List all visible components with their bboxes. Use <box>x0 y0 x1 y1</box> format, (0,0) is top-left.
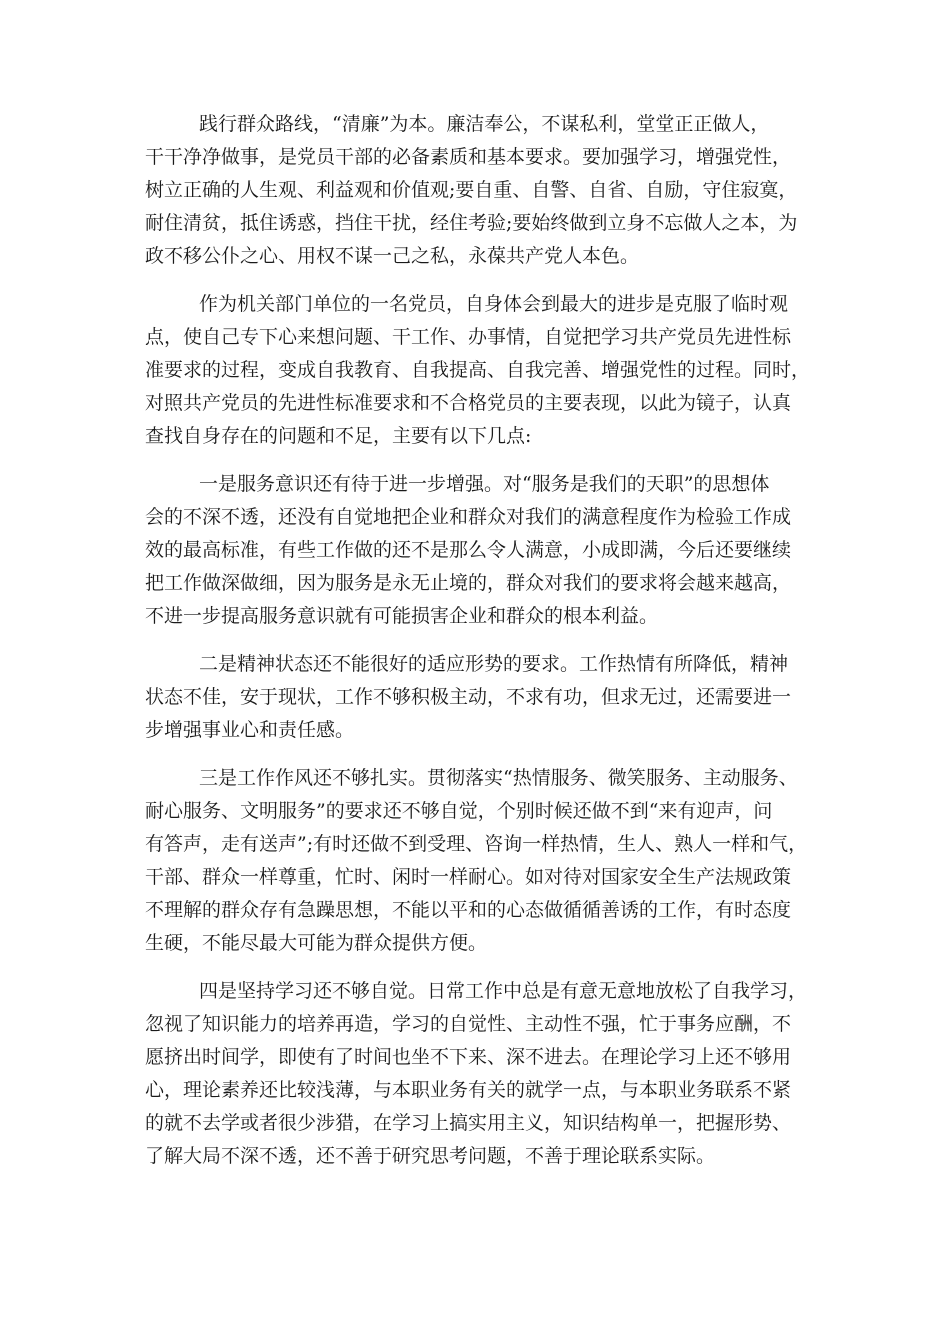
paragraph-line: 不理解的群众存有急躁思想，不能以平和的心态做循循善诱的工作，有时态度 <box>145 899 792 921</box>
paragraph-line: 点，使自己专下心来想问题、干工作、办事情，自觉把学习共产党员先进性标 <box>145 326 792 348</box>
paragraph-line: 一是服务意识还有待于进一步增强。对“服务是我们的天职”的思想体 <box>199 473 770 495</box>
paragraph-2 <box>145 288 825 453</box>
paragraph-line: 状态不佳，安于现状，工作不够积极主动，不求有功，但求无过，还需要进一 <box>145 686 792 708</box>
paragraph-1 <box>145 108 825 273</box>
paragraph-line: 作为机关部门单位的一名党员，自身体会到最大的进步是克服了临时观 <box>199 293 789 315</box>
paragraph-line: 效的最高标准，有些工作做的还不是那么令人满意，小成即满，今后还要继续 <box>145 539 792 561</box>
paragraph-line: 会的不深不透，还没有自觉地把企业和群众对我们的满意程度作为检验工作成 <box>145 506 792 528</box>
paragraph-line: 生硬，不能尽最大可能为群众提供方便。 <box>145 932 488 954</box>
paragraph-line: 准要求的过程，变成自我教育、自我提高、自我完善、增强党性的过程。同时， <box>145 359 811 381</box>
paragraph-6 <box>145 975 825 1173</box>
paragraph-line: 四是坚持学习还不够自觉。日常工作中总是有意无意地放松了自我学习， <box>199 980 808 1002</box>
paragraph-line: 树立正确的人生观、利益观和价值观;要自重、自警、自省、自励，守住寂寞， <box>145 179 798 201</box>
paragraph-line: 步增强事业心和责任感。 <box>145 719 355 741</box>
paragraph-line: 把工作做深做细，因为服务是永无止境的，群众对我们的要求将会越来越高， <box>145 572 792 594</box>
paragraph-line: 查找自身存在的问题和不足，主要有以下几点: <box>145 425 532 447</box>
paragraph-5 <box>145 762 825 960</box>
paragraph-line: 三是工作作风还不够扎实。贯彻落实“热情服务、微笑服务、主动服务、 <box>199 767 798 789</box>
paragraph-line: 耐心服务、文明服务”的要求还不够自觉，个别时候还做不到“来有迎声，问 <box>145 800 773 822</box>
paragraph-3 <box>145 468 825 633</box>
paragraph-line: 有答声，走有送声”;有时还做不到受理、咨询一样热情，生人、熟人一样和气， <box>145 833 808 855</box>
paragraph-line: 对照共产党员的先进性标准要求和不合格党员的主要表现，以此为镜子，认真 <box>145 392 792 414</box>
paragraph-line: 耐住清贫，抵住诱惑，挡住干扰，经住考验;要始终做到立身不忘做人之本，为 <box>145 212 798 234</box>
paragraph-4 <box>145 648 825 747</box>
paragraph-line: 的就不去学或者很少涉猎，在学习上搞实用主义，知识结构单一，把握形势、 <box>145 1112 792 1134</box>
paragraph-line: 了解大局不深不透，还不善于研究思考问题，不善于理论联系实际。 <box>145 1145 716 1167</box>
paragraph-line: 践行群众路线，“清廉”为本。廉洁奉公，不谋私利，堂堂正正做人， <box>199 113 770 135</box>
document-body <box>145 108 825 1188</box>
paragraph-line: 心，理论素养还比较浅薄，与本职业务有关的就学一点，与本职业务联系不紧 <box>145 1079 792 1101</box>
paragraph-line: 不进一步提高服务意识就有可能损害企业和群众的根本利益。 <box>145 605 659 627</box>
paragraph-line: 干部、群众一样尊重，忙时、闲时一样耐心。如对待对国家安全生产法规政策 <box>145 866 792 888</box>
paragraph-line: 二是精神状态还不能很好的适应形势的要求。工作热情有所降低，精神 <box>199 653 789 675</box>
paragraph-line: 愿挤出时间学，即使有了时间也坐不下来、深不进去。在理论学习上还不够用 <box>145 1046 792 1068</box>
paragraph-line: 干干净净做事，是党员干部的必备素质和基本要求。要加强学习，增强党性， <box>145 146 792 168</box>
paragraph-line: 忽视了知识能力的培养再造，学习的自觉性、主动性不强，忙于事务应酬，不 <box>145 1013 792 1035</box>
paragraph-line: 政不移公仆之心、用权不谋一己之私，永葆共产党人本色。 <box>145 245 640 267</box>
